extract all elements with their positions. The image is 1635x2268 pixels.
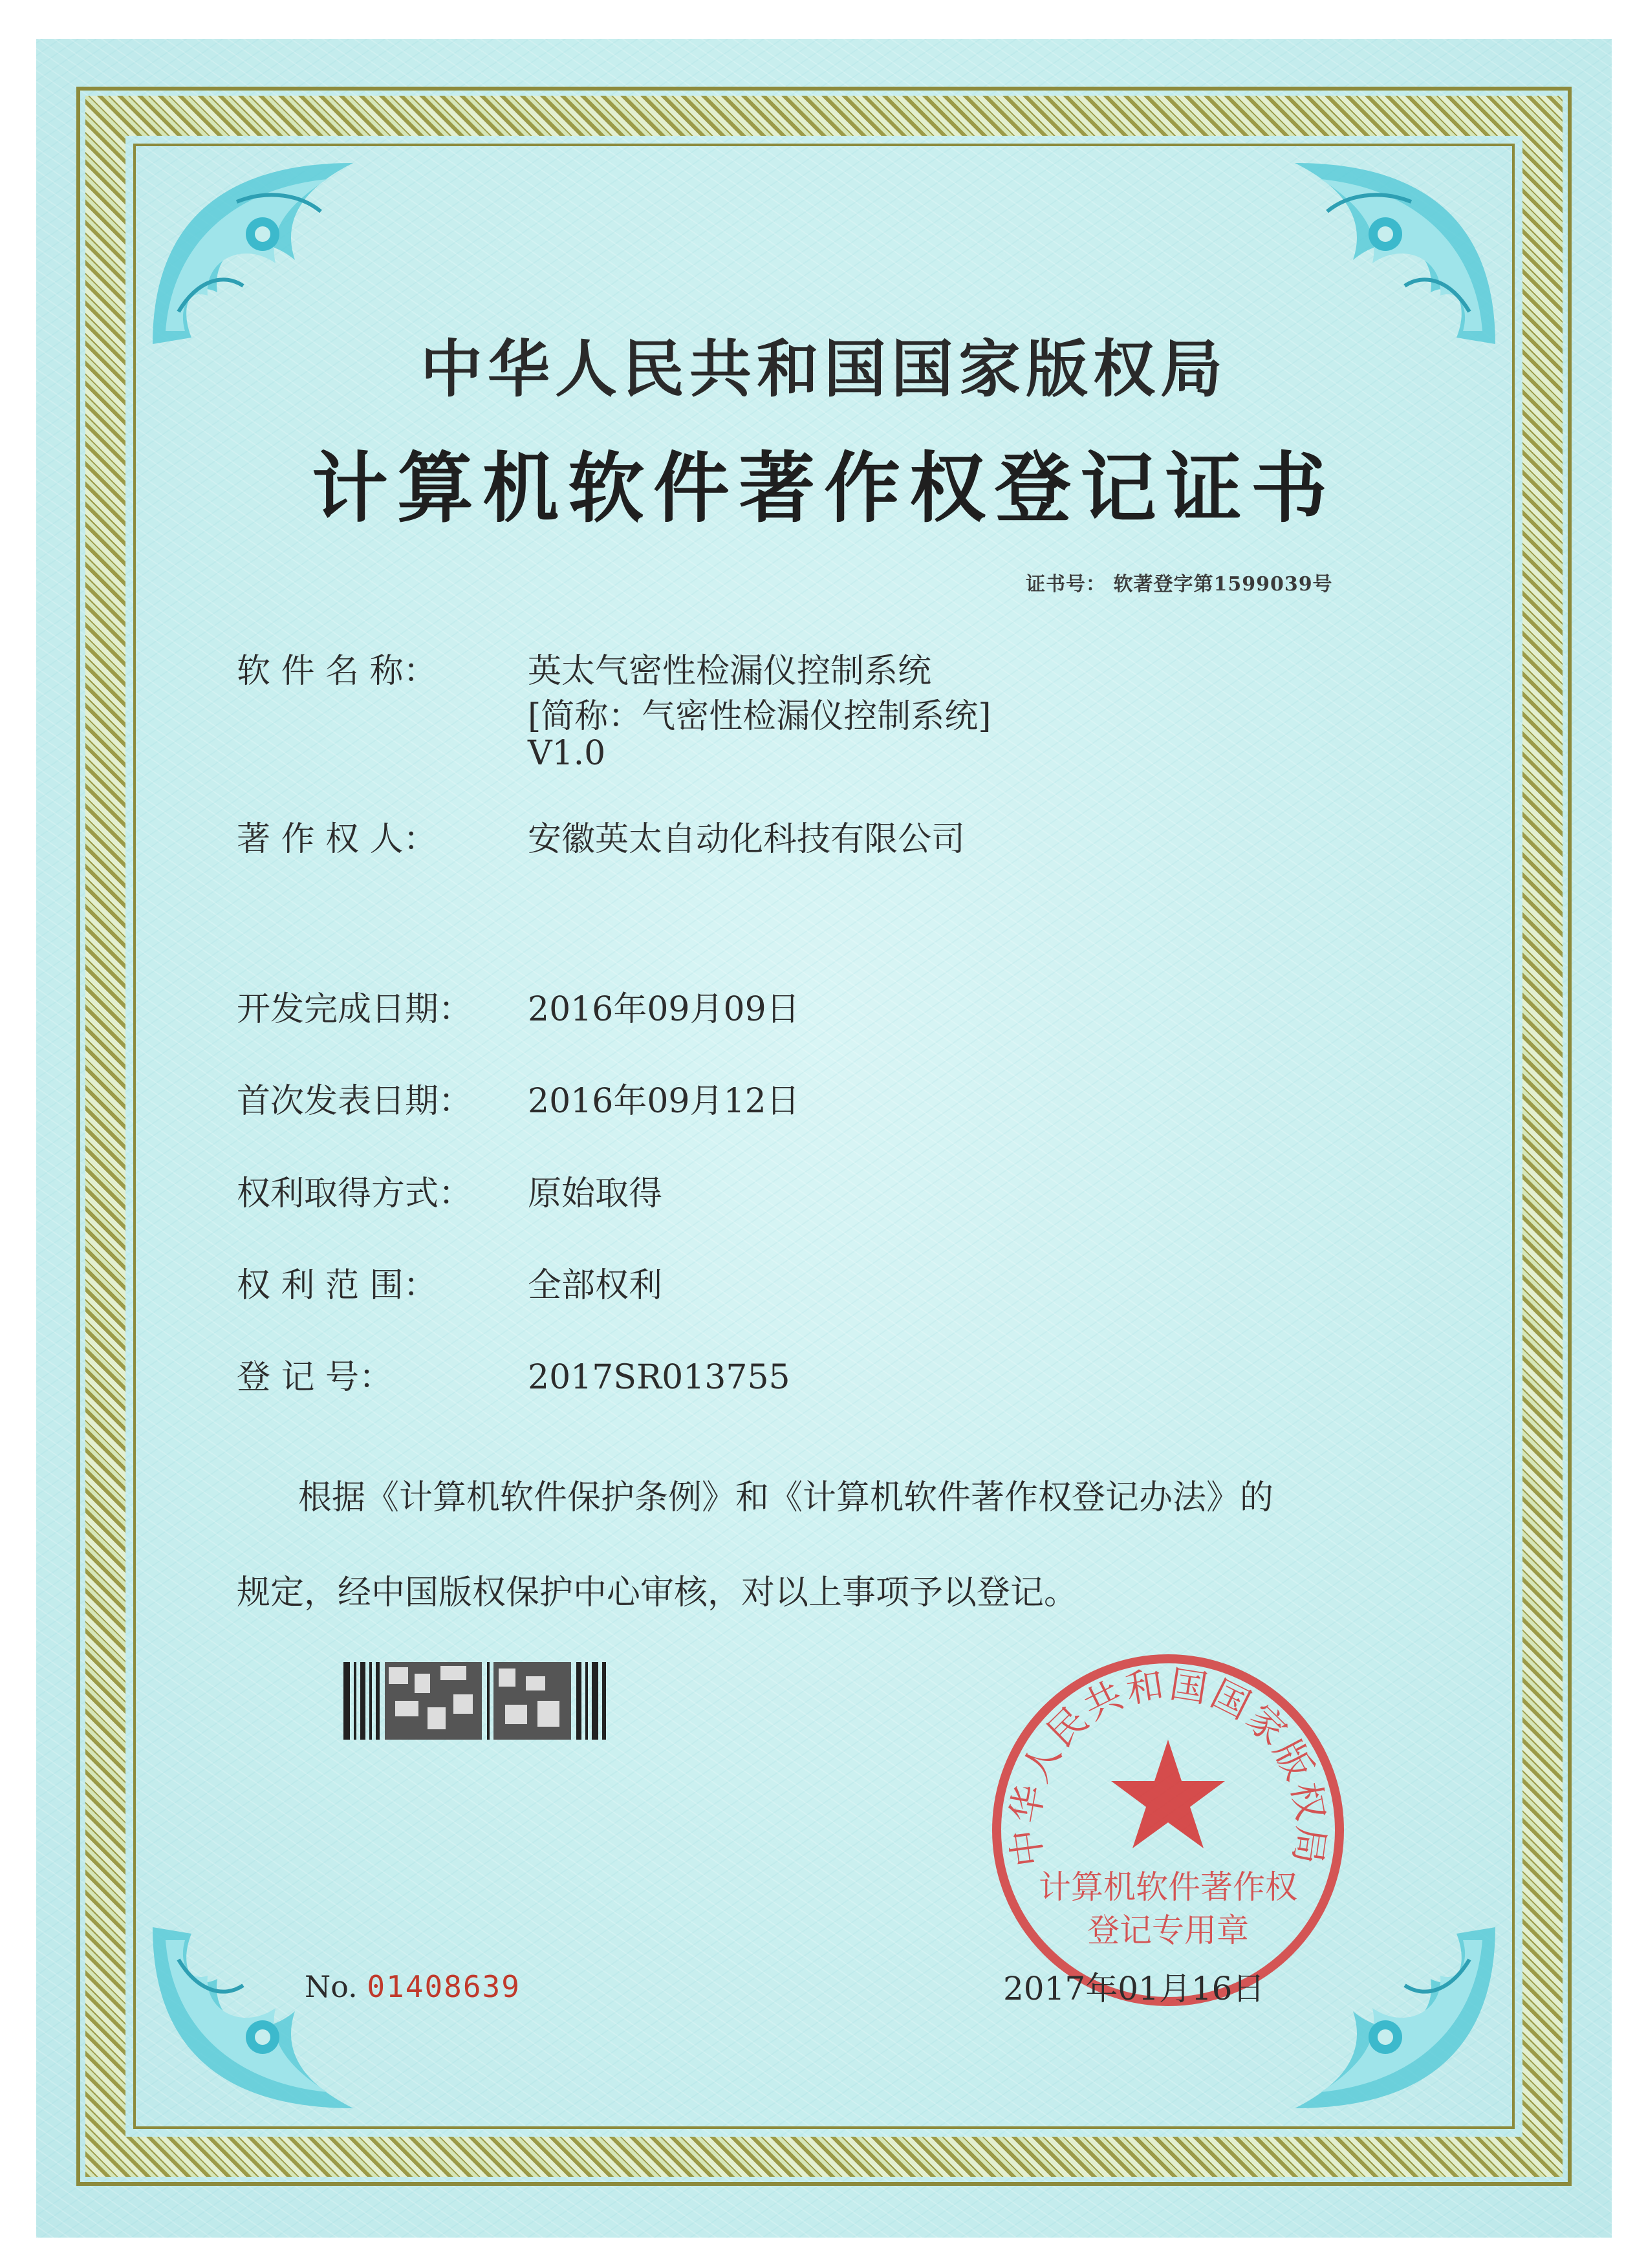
field-owner: [237, 812, 965, 860]
field-acquire-method: [237, 1166, 662, 1215]
field-label: 著 作 权 人：: [237, 820, 437, 859]
serial-prefix: No.: [305, 1969, 358, 2004]
field-label: 登 记 号：: [237, 1358, 393, 1397]
field-software-name: [237, 643, 931, 692]
field-registration-number: [237, 1350, 790, 1398]
corner-ornament-icon: [140, 1914, 373, 2121]
field-label: 开发完成日期：: [237, 990, 473, 1029]
statement-line-1: 根据《计算机软件保护条例》和《计算机软件著作权登记办法》的: [298, 1478, 1274, 1517]
field-label: 权 利 范 围：: [237, 1266, 437, 1305]
field-value: 原始取得: [528, 1174, 663, 1213]
certificate-title: 计算机软件著作权登记证书: [311, 443, 1336, 533]
statement-line-2: 规定，经中国版权保护中心审核，对以上事项予以登记。: [237, 1573, 1078, 1612]
field-value: 全部权利: [528, 1266, 663, 1305]
serial-value: 01408639: [367, 1969, 521, 2004]
issue-date: 2017年01月16日: [1003, 1970, 1265, 2007]
field-value: 安徽英太自动化科技有限公司: [528, 820, 966, 859]
certificate-sheet: [36, 39, 1612, 2238]
field-rights-scope: [237, 1258, 662, 1306]
authority-title: 中华人民共和国国家版权局: [420, 332, 1228, 405]
serial-number: [305, 1969, 521, 2004]
field-value: 2017SR013755: [528, 1358, 790, 1397]
barcode-icon: [343, 1662, 609, 1740]
field-value: 2016年09月09日: [528, 990, 800, 1029]
seal-star-icon: [1111, 1740, 1225, 1848]
seal-line-2: 登记专用章: [1087, 1912, 1249, 1949]
seal-arc-text: 中华人民共和国国家版权局: [1002, 1661, 1334, 1870]
field-software-abbr: [简称：气密性检漏仪控制系统]: [528, 697, 991, 736]
field-dev-date: [237, 982, 800, 1030]
official-seal: [980, 1643, 1356, 2018]
certificate-number: 证书号： 软著登字第1599039号: [1026, 573, 1333, 596]
field-label: 权利取得方式：: [237, 1174, 473, 1213]
field-label: 软 件 名 称：: [237, 652, 437, 691]
field-pub-date: [237, 1074, 800, 1122]
seal-line-1: 计算机软件著作权: [1039, 1868, 1297, 1906]
field-software-version: V1.0: [528, 734, 606, 773]
field-label: 首次发表日期：: [237, 1082, 473, 1121]
field-value: 2016年09月12日: [528, 1082, 800, 1121]
field-value: 英太气密性检漏仪控制系统: [528, 652, 932, 691]
